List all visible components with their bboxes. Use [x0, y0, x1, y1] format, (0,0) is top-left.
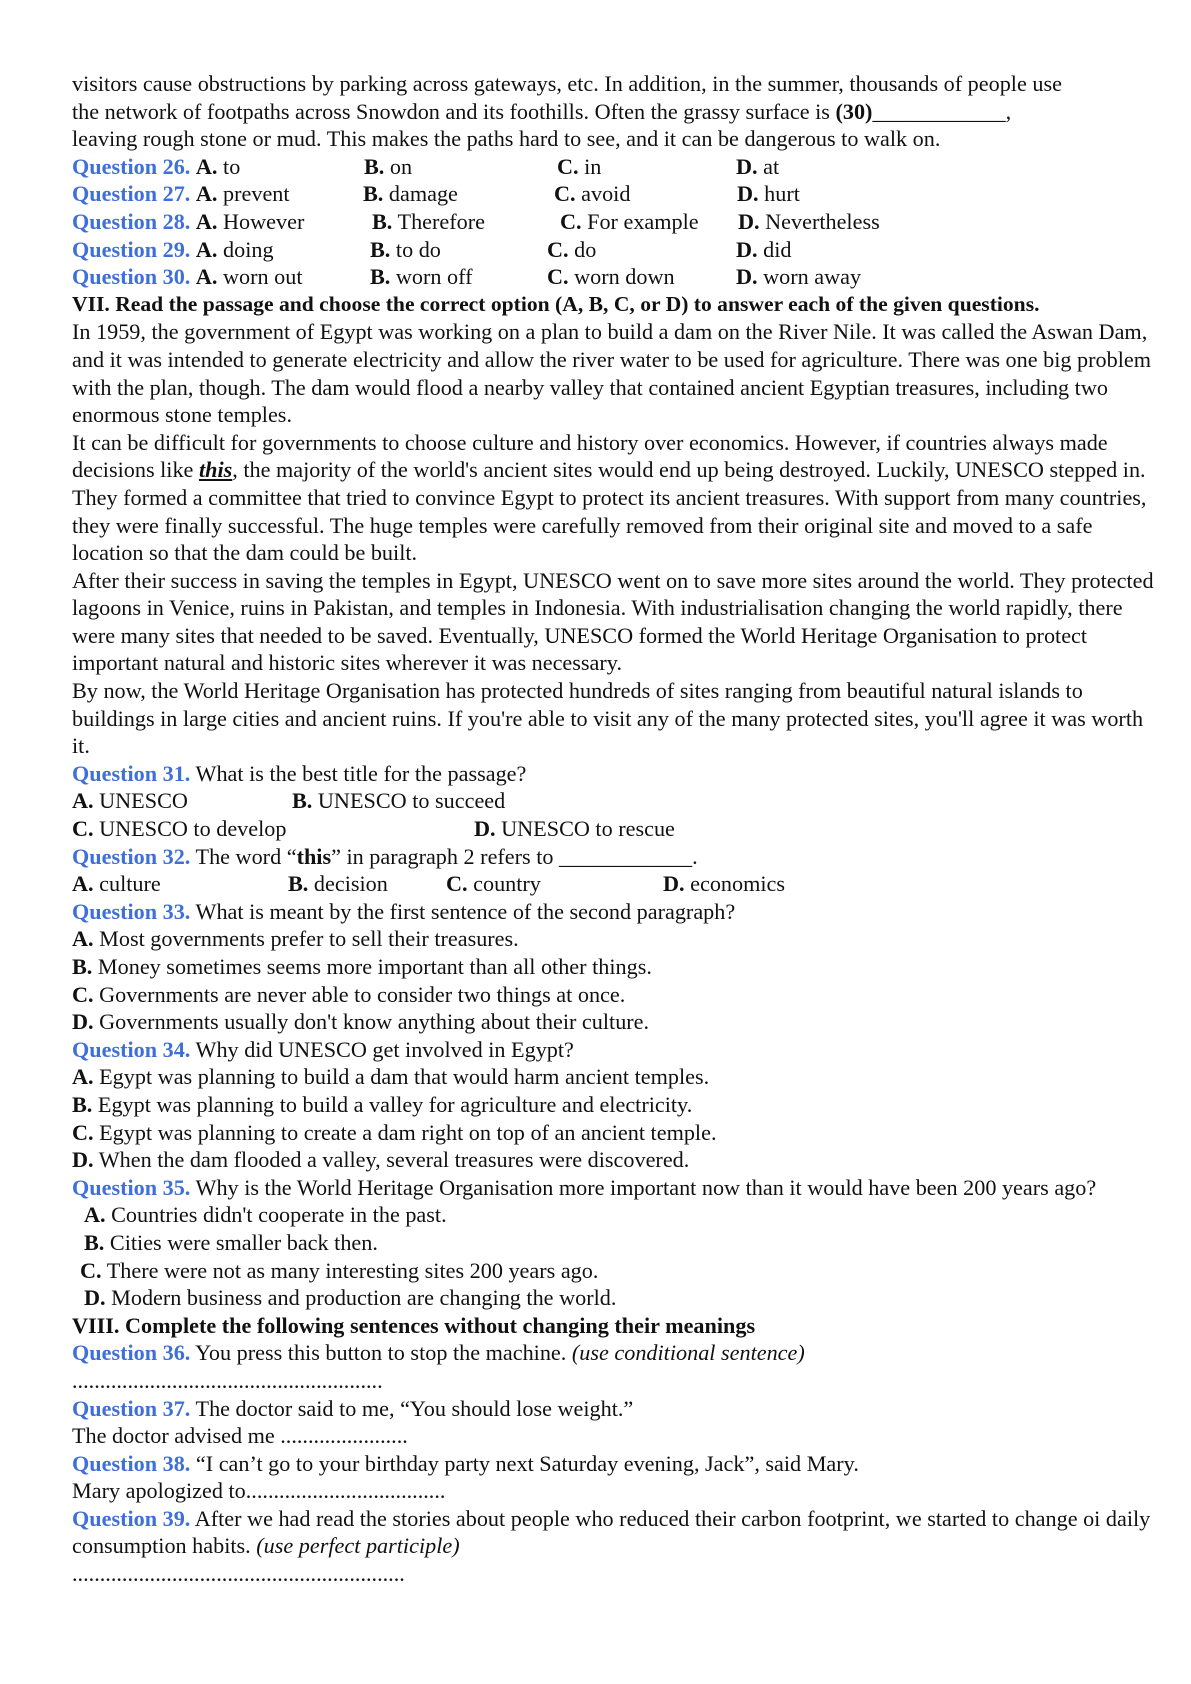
answer-line[interactable]: ............................................................: [72, 1561, 405, 1587]
option-letter: C.: [560, 208, 582, 234]
option-letter: D.: [72, 1147, 94, 1173]
option-c[interactable]: in: [584, 153, 602, 179]
question-text: Why did UNESCO get involved in Egypt?: [195, 1036, 574, 1062]
passage-paragraph-4: By now, the World Heritage Organisation has protected hundreds of sites ranging from beautiful natural islands to buildings in large cities and ancient ruins. If you're able to visit any of the many protected sites, you'll agree it was worth it.: [72, 678, 1144, 759]
option-letter: A.: [84, 1202, 106, 1228]
passage-line: [72, 98, 1162, 126]
answer-line[interactable]: The doctor advised me .......................: [72, 1423, 408, 1449]
question-number: Question 32.: [72, 843, 191, 869]
option-a[interactable]: culture: [99, 871, 161, 897]
option-b[interactable]: UNESCO to succeed: [317, 788, 506, 814]
question-text: What is meant by the first sentence of the second paragraph?: [195, 898, 736, 924]
answer-line[interactable]: Mary apologized to....................................: [72, 1478, 446, 1504]
option-letter: B.: [370, 236, 391, 262]
option-letter: A.: [195, 264, 218, 290]
option-letter: D.: [736, 264, 758, 290]
option-c[interactable]: [72, 1119, 1162, 1147]
question-text: After we had read the stories about people who reduced their carbon footprint, we started to change oi daily consumption habits.: [72, 1505, 1151, 1559]
question-28-row: [72, 208, 1162, 236]
option-text: Modern business and production are changing the world.: [111, 1285, 617, 1311]
option-b[interactable]: [72, 1091, 1162, 1119]
question-32: [72, 843, 1162, 871]
passage-text: It can be difficult for governments to choose culture and history over economics. However, if countries always made decisions like: [72, 429, 1108, 483]
option-d[interactable]: hurt: [764, 181, 800, 207]
option-letter: C.: [554, 181, 576, 207]
option-c[interactable]: [72, 1257, 1162, 1285]
option-c[interactable]: UNESCO to develop: [99, 816, 287, 842]
question-text: “I can’t go to your birthday party next Saturday evening, Jack”, said Mary.: [195, 1450, 859, 1476]
question-number: Question 37.: [72, 1395, 191, 1421]
option-letter: B.: [288, 871, 309, 897]
option-d[interactable]: [72, 1146, 1162, 1174]
question-30-row: [72, 263, 1162, 291]
option-letter: D.: [72, 1009, 94, 1035]
option-text: Money sometimes seems more important than all other things.: [97, 954, 652, 979]
question-number: Question 26.: [72, 153, 191, 179]
option-c[interactable]: worn down: [574, 264, 675, 290]
option-b[interactable]: on: [389, 153, 413, 179]
question-31: [72, 760, 1162, 788]
option-a[interactable]: to: [223, 153, 241, 179]
option-d[interactable]: UNESCO to rescue: [501, 816, 675, 842]
option-a[interactable]: prevent: [223, 181, 290, 207]
option-b[interactable]: damage: [388, 181, 458, 207]
highlighted-word-this: this: [198, 457, 233, 483]
option-letter: B.: [72, 954, 93, 979]
question-number: Question 30.: [72, 264, 191, 290]
passage-paragraph-3: After their success in saving the temples in Egypt, UNESCO went on to save more sites around the world. They protected lagoons in Venice, ruins in Pakistan, and temples in Indonesia. With industrialisation changing the world rapidly, there were many sites that needed to be saved. Eventually, UNESCO formed the World Heritage Organisation to protect important natural and historic sites wherever it was necessary.: [72, 567, 1154, 676]
option-a[interactable]: [72, 925, 1162, 953]
passage-text: ,: [1005, 98, 1012, 124]
question-text: The doctor said to me, “You should lose weight.”: [195, 1395, 634, 1421]
option-letter: A.: [72, 926, 94, 952]
option-letter: B.: [372, 208, 393, 234]
answer-line[interactable]: ........................................................: [72, 1367, 383, 1393]
option-d[interactable]: worn away: [763, 264, 862, 290]
option-letter: B.: [292, 788, 313, 814]
option-d[interactable]: did: [763, 236, 792, 262]
option-letter: B.: [84, 1229, 105, 1255]
option-text: Cities were smaller back then.: [109, 1229, 378, 1255]
option-c[interactable]: do: [574, 236, 597, 262]
question-text: The word “: [195, 843, 297, 869]
option-d[interactable]: economics: [690, 871, 786, 897]
option-letter: C.: [72, 1119, 94, 1145]
option-b[interactable]: Therefore: [397, 208, 485, 234]
option-letter: C.: [446, 871, 468, 897]
option-letter: B.: [363, 181, 384, 207]
option-b[interactable]: to do: [395, 236, 441, 262]
option-a[interactable]: worn out: [223, 264, 303, 290]
question-number: Question 27.: [72, 181, 191, 207]
question-text: Why is the World Heritage Organisation more important now than it would have been 200 years ago?: [195, 1174, 1097, 1200]
option-letter: D.: [738, 208, 760, 234]
option-text: When the dam flooded a valley, several treasures were discovered.: [98, 1147, 690, 1173]
option-c[interactable]: country: [473, 871, 541, 897]
question-29-row: [72, 236, 1162, 264]
question-31-options-ab: [72, 787, 1162, 815]
option-letter: A.: [72, 788, 94, 814]
question-text: You press this button to stop the machine.: [195, 1340, 572, 1366]
question-number: Question 38.: [72, 1450, 191, 1476]
option-a[interactable]: UNESCO: [99, 788, 188, 814]
option-d[interactable]: Nevertheless: [765, 208, 880, 234]
option-letter: C.: [547, 236, 569, 262]
option-text: Governments are never able to consider two things at once.: [99, 981, 626, 1007]
option-letter: D.: [663, 871, 685, 897]
option-text: There were not as many interesting sites 200 years ago.: [106, 1257, 599, 1283]
option-letter: C.: [72, 981, 94, 1007]
question-number: Question 28.: [72, 208, 191, 234]
option-letter: A.: [195, 181, 218, 207]
option-c[interactable]: [72, 981, 1162, 1009]
question-32-options: [72, 870, 1162, 898]
option-b[interactable]: [72, 1229, 1162, 1257]
question-39: [72, 1505, 1162, 1560]
option-a[interactable]: doing: [223, 236, 274, 262]
option-b[interactable]: worn off: [395, 264, 473, 290]
option-letter: C.: [557, 153, 579, 179]
question-number: Question 29.: [72, 236, 191, 262]
question-number: Question 33.: [72, 898, 191, 924]
worksheet-page: [72, 70, 1162, 1588]
option-letter: D.: [474, 816, 496, 842]
option-letter: D.: [736, 153, 758, 179]
option-c[interactable]: For example: [587, 208, 699, 234]
question-number: Question 34.: [72, 1036, 191, 1062]
gap-number: (30): [835, 98, 873, 124]
option-b[interactable]: decision: [313, 871, 388, 897]
option-letter: C.: [80, 1257, 102, 1283]
question-38: [72, 1450, 1162, 1478]
option-a[interactable]: [72, 1063, 1162, 1091]
passage-text: , the majority of the world's ancient sites would end up being destroyed. Luckily, UNESCO stepped in. They formed a committee that tried to convince Egypt to protect its ancient treasures. With support from many countries, they were finally successful. The huge temples were carefully removed from their original site and moved to a safe location so that the dam could be built.: [72, 457, 1147, 566]
option-a[interactable]: [72, 1201, 1162, 1229]
option-letter: C.: [72, 816, 94, 842]
option-letter: A.: [195, 208, 218, 234]
option-text: Countries didn't cooperate in the past.: [111, 1202, 447, 1228]
passage-text: the network of footpaths across Snowdon and its foothills. Often the grassy surface is: [72, 98, 836, 124]
option-letter: C.: [547, 264, 569, 290]
answer-blank[interactable]: ____________: [872, 98, 1006, 124]
passage-paragraph-1: In 1959, the government of Egypt was working on a plan to build a dam on the River Nile. It was called the Aswan Dam, and it was intended to generate electricity and allow the river water to be used for agriculture. There was one big problem with the plan, though. The dam would flood a nearby valley that contained ancient Egyptian treasures, including two enormous stone temples.: [72, 319, 1151, 428]
question-text: What is the best title for the passage?: [195, 760, 527, 786]
option-letter: A.: [195, 153, 218, 179]
option-c[interactable]: avoid: [581, 181, 631, 207]
option-a[interactable]: However: [223, 208, 305, 234]
question-hint: (use perfect participle): [256, 1533, 460, 1559]
question-27-row: [72, 180, 1162, 208]
option-letter: B.: [370, 264, 391, 290]
option-letter: D.: [84, 1285, 106, 1311]
option-d[interactable]: [72, 1284, 1162, 1312]
option-d[interactable]: at: [763, 153, 780, 179]
question-36: [72, 1339, 1162, 1367]
passage-paragraph-2: [72, 429, 1162, 567]
question-text: ” in paragraph 2 refers to ____________.: [331, 843, 698, 869]
option-letter: A.: [195, 236, 218, 262]
option-letter: B.: [72, 1091, 93, 1117]
question-34: [72, 1036, 1162, 1064]
section-7-heading: VII. Read the passage and choose the correct option (A, B, C, or D) to answer each of the given questions.: [72, 291, 1040, 316]
option-text: Governments usually don't know anything about their culture.: [99, 1009, 650, 1035]
option-b[interactable]: [72, 953, 1162, 981]
question-number: Question 39.: [72, 1505, 191, 1531]
question-31-options-cd: [72, 815, 1162, 843]
question-number: Question 35.: [72, 1174, 191, 1200]
question-35: [72, 1174, 1162, 1202]
option-text: Egypt was planning to build a dam that would harm ancient temples.: [99, 1064, 710, 1090]
option-d[interactable]: [72, 1008, 1162, 1036]
question-33: [72, 898, 1162, 926]
question-number: Question 31.: [72, 760, 191, 786]
passage-line: leaving rough stone or mud. This makes the paths hard to see, and it can be dangerous to walk on.: [72, 126, 941, 152]
option-letter: B.: [364, 153, 385, 179]
question-number: Question 36.: [72, 1340, 191, 1366]
section-8-heading: VIII. Complete the following sentences without changing their meanings: [72, 1312, 756, 1338]
option-text: Most governments prefer to sell their treasures.: [99, 926, 519, 952]
passage-line: visitors cause obstructions by parking across gateways, etc. In addition, in the summer, thousands of people use: [72, 71, 1062, 96]
question-37: [72, 1395, 1162, 1423]
question-26-row: [72, 153, 1162, 181]
option-letter: A.: [72, 871, 94, 897]
option-text: Egypt was planning to build a valley for agriculture and electricity.: [97, 1091, 693, 1117]
question-hint: (use conditional sentence): [571, 1340, 805, 1366]
quoted-word: this: [296, 843, 332, 869]
option-letter: D.: [737, 181, 759, 207]
option-text: Egypt was planning to create a dam right on top of an ancient temple.: [99, 1119, 717, 1145]
option-letter: A.: [72, 1064, 94, 1090]
option-letter: D.: [736, 236, 758, 262]
